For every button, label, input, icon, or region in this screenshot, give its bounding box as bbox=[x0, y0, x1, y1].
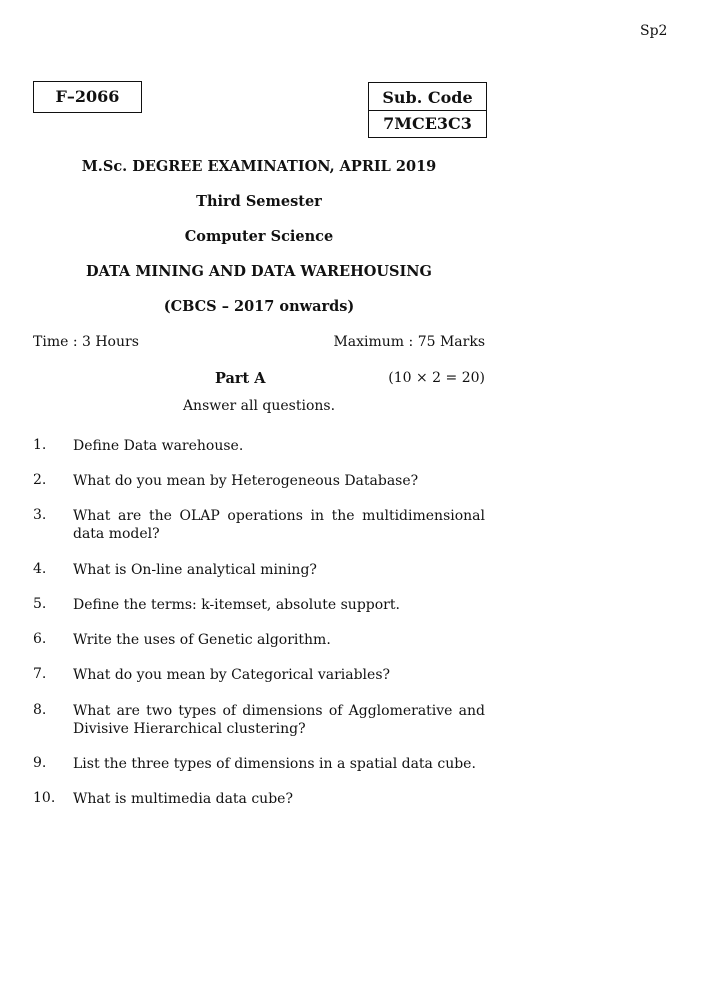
course-title: DATA MINING AND DATA WAREHOUSING bbox=[86, 263, 432, 280]
question-number: 7. bbox=[33, 666, 47, 682]
time-allowed: Time : 3 Hours bbox=[33, 334, 139, 350]
subject-code-value: 7MCE3C3 bbox=[383, 114, 472, 133]
subject-code-label: Sub. Code bbox=[369, 83, 486, 111]
question-number: 3. bbox=[33, 507, 47, 523]
paper-code-box bbox=[33, 81, 142, 113]
question-number: 1. bbox=[33, 437, 47, 453]
paper-code: F–2066 bbox=[55, 87, 120, 106]
question-text: What is multimedia data cube? bbox=[73, 791, 293, 807]
question-number: 8. bbox=[33, 702, 47, 718]
maximum-marks: Maximum : 75 Marks bbox=[333, 334, 485, 350]
question-text: List the three types of dimensions in a spatial data cube. bbox=[73, 756, 476, 772]
question-number: 10. bbox=[33, 790, 56, 806]
question-number: 4. bbox=[33, 561, 47, 577]
semester: Third Semester bbox=[196, 193, 322, 210]
question-text: What do you mean by Heterogeneous Database? bbox=[73, 473, 419, 489]
question-text: What is On-line analytical mining? bbox=[73, 562, 317, 578]
question-number: 5. bbox=[33, 596, 47, 612]
part-marks: (10 × 2 = 20) bbox=[388, 370, 485, 386]
question-number: 6. bbox=[33, 631, 47, 647]
subject-code-box bbox=[368, 82, 487, 138]
question-text: What do you mean by Categorical variables? bbox=[73, 667, 391, 683]
part-label: Part A bbox=[215, 370, 266, 387]
instruction: Answer all questions. bbox=[182, 398, 336, 414]
question-text: Define the terms: k-itemset, absolute support. bbox=[73, 597, 400, 613]
question-number: 2. bbox=[33, 472, 47, 488]
question-text: Write the uses of Genetic algorithm. bbox=[73, 632, 331, 648]
corner-mark: Sp2 bbox=[640, 23, 668, 39]
exam-title: M.Sc. DEGREE EXAMINATION, APRIL 2019 bbox=[81, 158, 437, 175]
question-text: Define Data warehouse. bbox=[73, 438, 244, 454]
question-number: 9. bbox=[33, 755, 47, 771]
department: Computer Science bbox=[184, 228, 334, 245]
question-text: What are the OLAP operations in the multidimensional data model? bbox=[73, 508, 485, 542]
scheme: (CBCS – 2017 onwards) bbox=[163, 298, 355, 315]
question-text: What are two types of dimensions of Agglomerative and Divisive Hierarchical clustering? bbox=[73, 703, 485, 737]
